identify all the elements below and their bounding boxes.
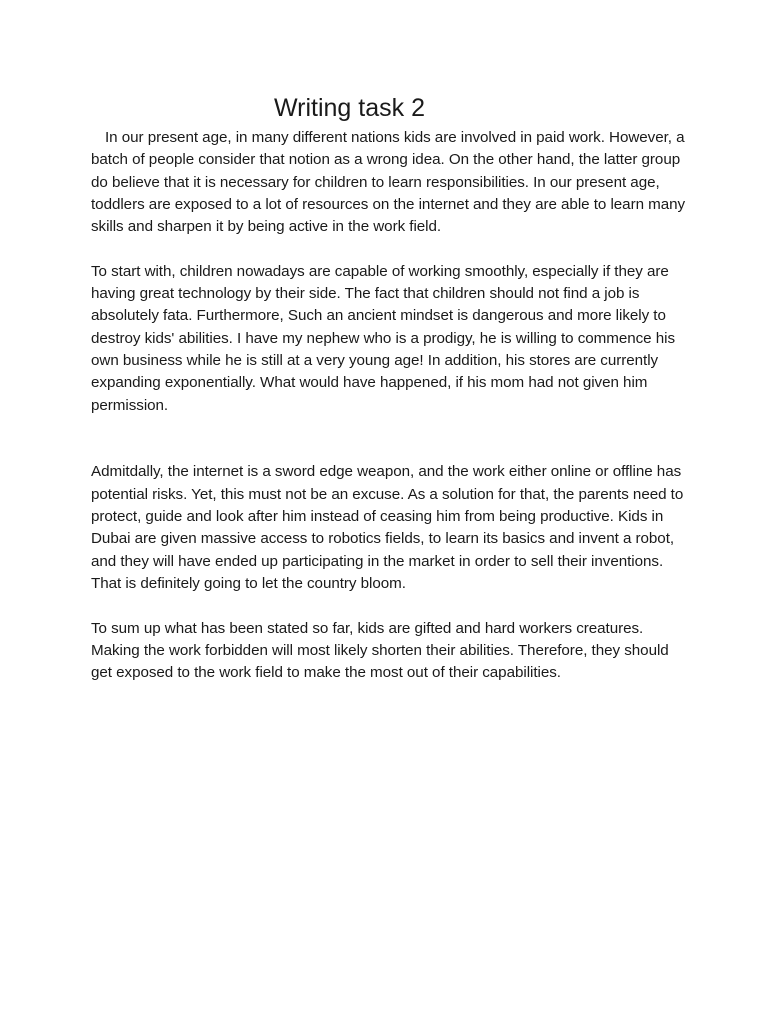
- essay-body: [91, 127, 691, 684]
- paragraph-body-1: To start with, children nowadays are capable of working smoothly, especially if they are having great technology by their side. The fact that children should not find a job is absolutely fata. Furthermore, Such an ancient mindset is dangerous and more likely to destroy kids' abilities. I have my nephew who is a prodigy, he is willing to commence his own business while he is still at a very young age! In addition, his stores are currently expanding exponentially. What would have happened, if his mom had not given him permission.: [91, 262, 675, 414]
- paragraph-conclusion: To sum up what has been stated so far, kids are gifted and hard workers creatures. Making the work forbidden will most likely shorten their abilities. Therefore, they should get exposed to the work field to make the most out of their capabilities.: [91, 619, 669, 682]
- paragraph-intro: In our present age, in many different nations kids are involved in paid work. However, a batch of people consider that notion as a wrong idea. On the other hand, the latter group do believe that it is necessary for children to learn responsibilities. In our present age, toddlers are exposed to a lot of resources on the internet and they are able to learn many skills and sharpen it by being active in the work field.: [91, 129, 686, 236]
- document-title: Writing task 2: [274, 94, 425, 122]
- paragraph-body-2: Admitdally, the internet is a sword edge weapon, and the work either online or offline has potential risks. Yet, this must not be an excuse. As a solution for that, the parents need to protect, guide and look after him instead of ceasing him from being productive. Kids in Dubai are given massive access to robotics fields, to learn its basics and invent a robot, and they will have ended up participating in the market in order to sell their inventions. That is definitely going to let the country bloom.: [91, 463, 684, 592]
